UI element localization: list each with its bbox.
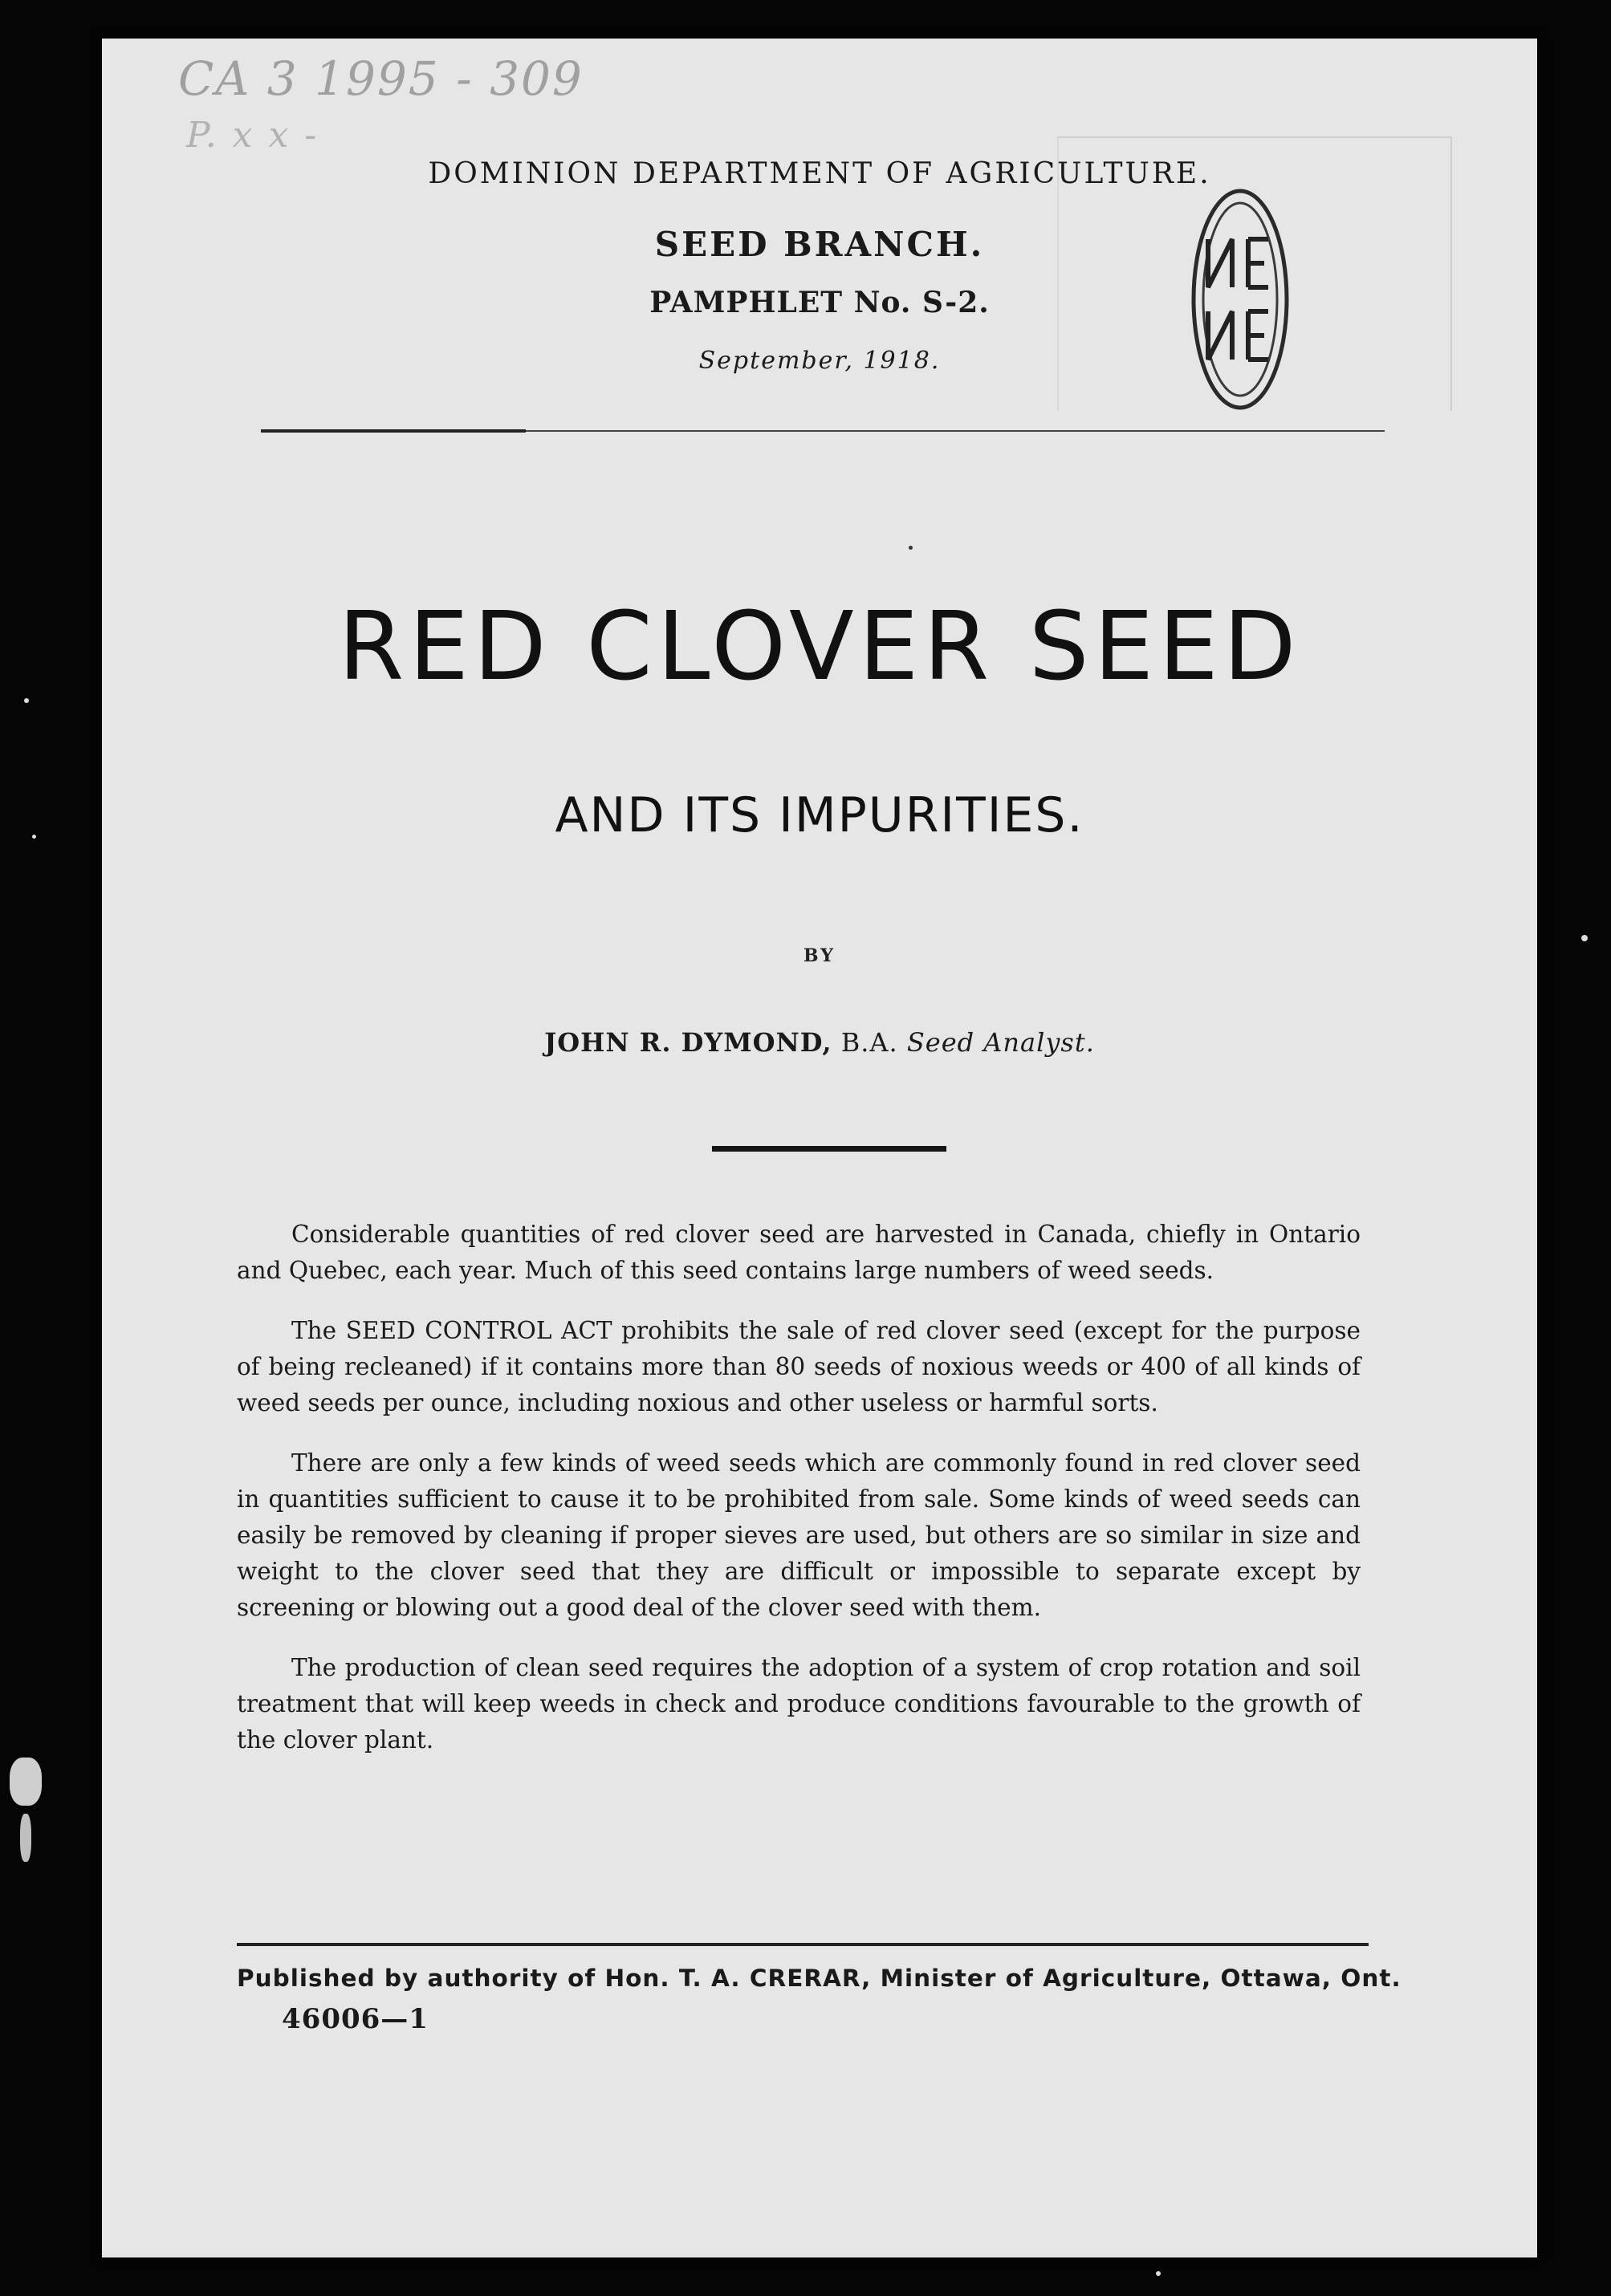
publication-authority: Published by authority of Hon. T. A. CRERAR, Minister of Agriculture, Ottawa, Ont. [237, 1965, 1401, 1992]
author-role: Seed Analyst. [906, 1027, 1095, 1058]
scan-speck [1156, 2271, 1161, 2276]
author-degree: B.A. [840, 1027, 898, 1058]
author-line [102, 1027, 1537, 1058]
footer-divider [237, 1943, 1369, 1946]
publication-date: September, 1918. [698, 347, 941, 375]
handwritten-note: P. x x - [186, 115, 319, 156]
branch-name: SEED BRANCH. [654, 225, 985, 264]
author-name: JOHN R. DYMOND, [544, 1027, 832, 1058]
handwritten-catalog-number: CA 3 1995 - 309 [178, 51, 584, 106]
header-divider-accent [261, 429, 526, 433]
pamphlet-number: PAMPHLET No. S-2. [649, 286, 990, 319]
print-code: 46006—1 [282, 2003, 429, 2035]
document-page [102, 39, 1537, 2257]
scan-speck [32, 835, 36, 839]
paragraph: The production of clean seed requires the adoption of a system of crop rotation and soil treatment that will keep weeds in check and produce conditions favourable to the growth of the clover plant. [237, 1654, 1361, 1753]
paragraph: The SEED CONTROL ACT prohibits the sale of red clover seed (except for the purpose of being recleaned) if it contains more than 80 seeds of noxious weeds or 400 of all kinds of weed seeds per ounce, including noxious and other useless or harmful sorts. [237, 1317, 1361, 1416]
document-title: RED CLOVER SEED [338, 591, 1301, 701]
document-subtitle: AND ITS IMPURITIES. [555, 787, 1084, 843]
paragraph: There are only a few kinds of weed seeds which are commonly found in red clover seed in quantities sufficient to cause it to be prohibited from sale. Some kinds of weed seeds can easily be removed by cleaning if proper sieves are used, but others are so similar in size and weight to the clover seed that they are difficult or impossible to separate except by screening or blowing out a good deal of the clover seed with them. [237, 1449, 1361, 1621]
body-text [237, 1217, 1361, 1782]
scan-speck [20, 1814, 31, 1862]
print-dot [909, 546, 913, 550]
scan-speck [24, 698, 29, 703]
section-divider [712, 1146, 946, 1152]
scan-speck [10, 1758, 42, 1806]
byline: BY [803, 945, 836, 966]
department-name: DOMINION DEPARTMENT OF AGRICULTURE. [428, 157, 1211, 190]
paragraph: Considerable quantities of red clover seed are harvested in Canada, chiefly in Ontario and Quebec, each year. Much of this seed contains large numbers of weed seeds. [237, 1221, 1361, 1284]
scan-speck [1581, 935, 1588, 941]
